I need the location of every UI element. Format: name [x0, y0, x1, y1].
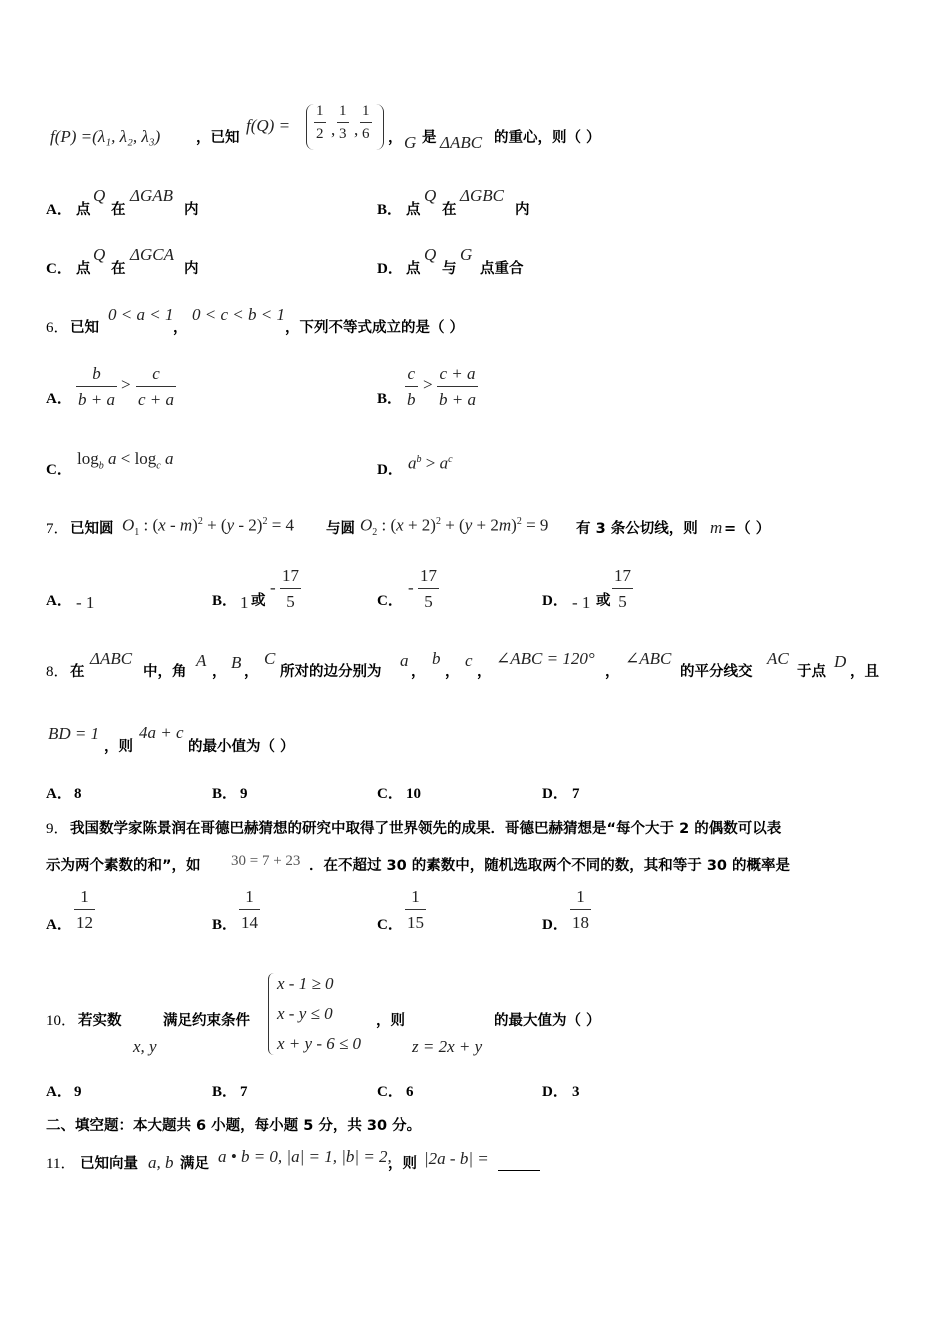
q6-stem-end: ，下列不等式成立的是（ ） — [285, 320, 465, 336]
q6-cond-2: 0 < c < b < 1 — [192, 305, 285, 324]
q8-side-b: b — [432, 649, 441, 668]
option-value: 3 — [572, 1084, 580, 1100]
q7-number: 7． — [46, 521, 69, 537]
q5-frac-2: 1 3 — [339, 103, 347, 142]
q8-angle-b: B — [231, 653, 242, 672]
option-sign: - — [270, 578, 276, 597]
q5-tri: ΔABC — [440, 133, 483, 152]
option-text: 在 — [442, 202, 457, 218]
option-value: 9 — [74, 1084, 82, 1100]
option-value: - 1 — [76, 593, 95, 612]
q10-number: 10． — [46, 1013, 77, 1029]
q7-count: 3 — [595, 521, 606, 537]
option-label: D． — [377, 462, 403, 478]
q9-example: 30 = 7 + 23 — [231, 853, 301, 869]
option-label: D． — [542, 593, 568, 609]
option-label: A． — [46, 391, 72, 407]
q11-answer-blank[interactable] — [498, 1154, 540, 1173]
q7-text: 有 — [576, 521, 591, 537]
option-label: B． — [212, 917, 238, 933]
q11-condition: a • b = 0, |a| = 1, |b| = 2, — [218, 1147, 392, 1166]
option-value: 10 — [406, 786, 421, 802]
option-text: 点 — [406, 261, 421, 277]
q7-tail: =（ ） — [724, 521, 771, 537]
option-value: 7 — [240, 1084, 248, 1100]
q5-frac-3: 1 6 — [362, 103, 370, 142]
q8-bd: BD = 1 — [48, 724, 100, 743]
option-label: A． — [46, 1084, 72, 1100]
exam-page: f(P) =(λ₁, λ₂, λ₃) ，已知 f(Q) = 1 2 , 1 3 , 1 6 ， G 是 ΔABC 的重心，则（ ） A． 点 Q 在 ΔGAB 内 B． 点 Q 在 ΔGBC 内 C． 点 Q 在 ΔGCA 内 D． 点 Q 与 G 点重合 6． 已知 0 < a < 1 ， 0 < c < b < 1 ，下列不等式成立的是（ ） A． b b + a > c c + a B． c b > c + a b + a C． $\log_b a < \log_c a$ D． $a^b > a^c$ 7． 已知圆 $O_1$ : (x - m)$^2$ + (y - 2)$^2$ = 4 与圆 $O_2$ : $(x + 2)^2 + (y + 2m)^2 = 9$ 有 3 条公切线，则 m =（ ） A． - 1 B． 1 或 - 17 5 C． - 17 5 D． - 1 或 17 5 8． 在 ΔABC 中，角 A ， B ， C 所对的边分别为 a ， b ， c ， ∠ABC = 120° ， ∠ABC 的平分线交 AC 于点 D ，且 BD = 1 ，则 4a + c 的最小值为（ ） A． 8 B． 9 C． 10 D． 7 9． 我国数学家陈景润在哥德巴赫猜想的研究中取得了世界领先的成果．哥德巴赫猜想是“每个大于 2 的偶数可以表 示为两个素数的和”，如 30 = 7 + 23 ．在不超过 30 的素数中，随机选取两个不同的数，其和等于 30 的概率是 A． 1 12 B． 1 14 C． 1 15 D． 1 18 10． 若实数 x, y 满足约束条件 x - 1 ≥ 0 x - y ≤ 0 x + y - 6 ≤ 0 ，则 z = 2x + y 的最大值为（ ） A． 9 B． 7 C． 6 D． 3 二、填空题：本大题共 6 小题，每小题 5 分，共 30 分。 11． 已知向量 a, b 满足 a • b = 0, |a| = 1, |b| = 2, ，则 |2a - b| = — [46, 103, 879, 1172]
q10-constraint-1: x - 1 ≥ 0 — [277, 974, 334, 993]
fraction: 1 14 — [241, 887, 258, 932]
option-text: 点 — [76, 202, 91, 218]
q10-text: 满足约束条件 — [163, 1013, 250, 1029]
option-label: A． — [46, 917, 72, 933]
q10-constraint-3: x + y - 6 ≤ 0 — [277, 1034, 362, 1053]
q11-text: ，则 — [388, 1156, 417, 1172]
q11-text: 满足 — [180, 1156, 209, 1172]
q7-var: m — [710, 518, 723, 537]
option-expr: $\log_b a < \log_c a$ — [77, 449, 174, 472]
q8-text: ，且 — [850, 664, 879, 680]
q8-side-c: c — [465, 651, 473, 670]
q8-text: 在 — [70, 664, 85, 680]
option-value: 8 — [74, 786, 82, 802]
option-text: 点重合 — [480, 261, 524, 277]
option-var: ΔGBC — [460, 186, 504, 205]
q11-expr: |2a - b| = — [424, 1149, 489, 1168]
option-label: C． — [46, 261, 72, 277]
fraction: 1 15 — [407, 887, 424, 932]
option-value: - 1 — [572, 593, 591, 612]
fraction: 1 18 — [572, 887, 589, 932]
option-sign: - — [408, 578, 414, 597]
q5-known: ，已知 — [196, 130, 240, 146]
q6-number: 6． — [46, 320, 69, 336]
option-text: 内 — [184, 202, 199, 218]
q8-text: ，则 — [104, 739, 133, 755]
q10-objective: z = 2x + y — [412, 1037, 483, 1056]
q9-line-1: 我国数学家陈景润在哥德巴赫猜想的研究中取得了世界领先的成果．哥德巴赫猜想是“每个大于 2 的偶数可以表 — [70, 821, 782, 837]
q8-number: 8． — [46, 664, 69, 680]
q8-text: 中，角 — [143, 664, 187, 680]
option-label: C． — [377, 917, 403, 933]
q7-circle-2: $O_2$ : $(x + 2)^2 + (y + 2m)^2 = 9$ — [360, 515, 549, 539]
q7-text: 已知圆 — [70, 521, 114, 537]
option-var: ΔGAB — [130, 186, 174, 205]
q8-angle-a: A — [196, 651, 207, 670]
q8-text: 于点 — [797, 664, 826, 680]
q8-side-a: a — [400, 651, 409, 670]
option-label: C． — [377, 593, 403, 609]
option-var: Q — [424, 245, 437, 264]
q8-point-d: D — [834, 652, 847, 671]
q7-text: 与圆 — [326, 521, 355, 537]
q10-text: 若实数 — [78, 1013, 122, 1029]
q9-line-2a: 示为两个素数的和”，如 — [46, 858, 201, 874]
option-expr: $a^b > a^c$ — [408, 453, 453, 473]
option-label: C． — [377, 786, 403, 802]
operator: > — [121, 375, 131, 394]
q6-comma: ， — [173, 320, 188, 336]
q5-fp-expr: f(P) =(λ₁, λ₂, λ₃) — [50, 127, 161, 146]
q11-number: 11． — [46, 1156, 76, 1172]
q5-frac-1: 1 2 — [316, 103, 324, 142]
option-label: A． — [46, 786, 72, 802]
option-var: Q — [93, 245, 106, 264]
option-label: B． — [212, 593, 238, 609]
q11-text: 已知向量 — [80, 1156, 138, 1172]
q5-is: 是 — [422, 130, 437, 146]
q8-expr: 4a + c — [139, 723, 184, 742]
option-text: 点 — [76, 261, 91, 277]
option-label: D． — [542, 786, 568, 802]
q5-fq-expr: f(Q) = — [246, 116, 291, 135]
q9-line-2b: ．在不超过 30 的素数中，随机选取两个不同的数，其和等于 30 的概率是 — [309, 858, 791, 874]
option-var: ΔGCA — [130, 245, 174, 264]
option-value: 9 — [240, 786, 248, 802]
option-label: C． — [46, 462, 72, 478]
q10-constraint-2: x - y ≤ 0 — [277, 1004, 333, 1023]
option-value: 7 — [572, 786, 580, 802]
q8-tri: ΔABC — [90, 649, 133, 668]
option-or: 或 — [251, 593, 266, 609]
fraction: c c + a — [138, 364, 175, 409]
fraction: c b — [407, 364, 416, 409]
fraction: c + a b + a — [439, 364, 476, 409]
option-label: B． — [212, 1084, 238, 1100]
q6-known: 已知 — [70, 320, 99, 336]
fraction: 17 5 — [282, 566, 299, 611]
option-var: Q — [93, 186, 106, 205]
fraction: b b + a — [78, 364, 115, 409]
q8-ac: AC — [767, 649, 789, 668]
option-text: 点 — [406, 202, 421, 218]
q6-cond-1: 0 < a < 1 — [108, 305, 174, 324]
option-label: A． — [46, 202, 72, 218]
q5-stem-end: 的重心，则（ ） — [494, 130, 601, 146]
q10-vars: x, y — [133, 1037, 157, 1056]
option-text: 与 — [442, 261, 457, 277]
fraction: 1 12 — [76, 887, 93, 932]
option-label: D． — [542, 1084, 568, 1100]
option-label: B． — [212, 786, 238, 802]
q9-number: 9． — [46, 821, 69, 837]
option-text: 在 — [111, 202, 126, 218]
option-label: D． — [377, 261, 403, 277]
q8-angle-abc: ∠ABC — [625, 649, 672, 668]
q8-text: 的最小值为（ ） — [188, 739, 295, 755]
q10-text: ，则 — [376, 1013, 405, 1029]
q11-vectors: a, b — [148, 1153, 174, 1172]
q8-angle-c: C — [264, 649, 276, 668]
q5-g: G — [404, 133, 417, 152]
option-label: B． — [377, 391, 403, 407]
q10-text: 的最大值为（ ） — [494, 1013, 601, 1029]
q8-angle-value: ∠ABC = 120° — [496, 649, 595, 668]
option-label: C． — [377, 1084, 403, 1100]
option-or: 或 — [596, 593, 611, 609]
option-text: 内 — [515, 202, 530, 218]
q10-system-brace — [268, 973, 277, 1055]
option-text: 在 — [111, 261, 126, 277]
q8-text: 所对的边分别为 — [280, 664, 382, 680]
section-2-title: 二、填空题：本大题共 6 小题，每小题 5 分，共 30 分。 — [46, 1118, 422, 1134]
option-label: D． — [542, 917, 568, 933]
option-var: Q — [424, 186, 437, 205]
fraction: 17 5 — [614, 566, 631, 611]
option-value: 6 — [406, 1084, 414, 1100]
fraction: 17 5 — [420, 566, 437, 611]
q7-text: 条公切线，则 — [610, 521, 698, 537]
option-var: G — [460, 245, 473, 264]
option-text: 内 — [184, 261, 199, 277]
option-label: B． — [377, 202, 403, 218]
option-label: A． — [46, 593, 72, 609]
q8-text: 的平分线交 — [680, 664, 753, 680]
q7-circle-1: $O_1$ : (x - m)$^2$ + (y - 2)$^2$ = 4 — [122, 515, 295, 539]
operator: > — [423, 375, 433, 394]
option-value: 1 — [240, 593, 249, 612]
